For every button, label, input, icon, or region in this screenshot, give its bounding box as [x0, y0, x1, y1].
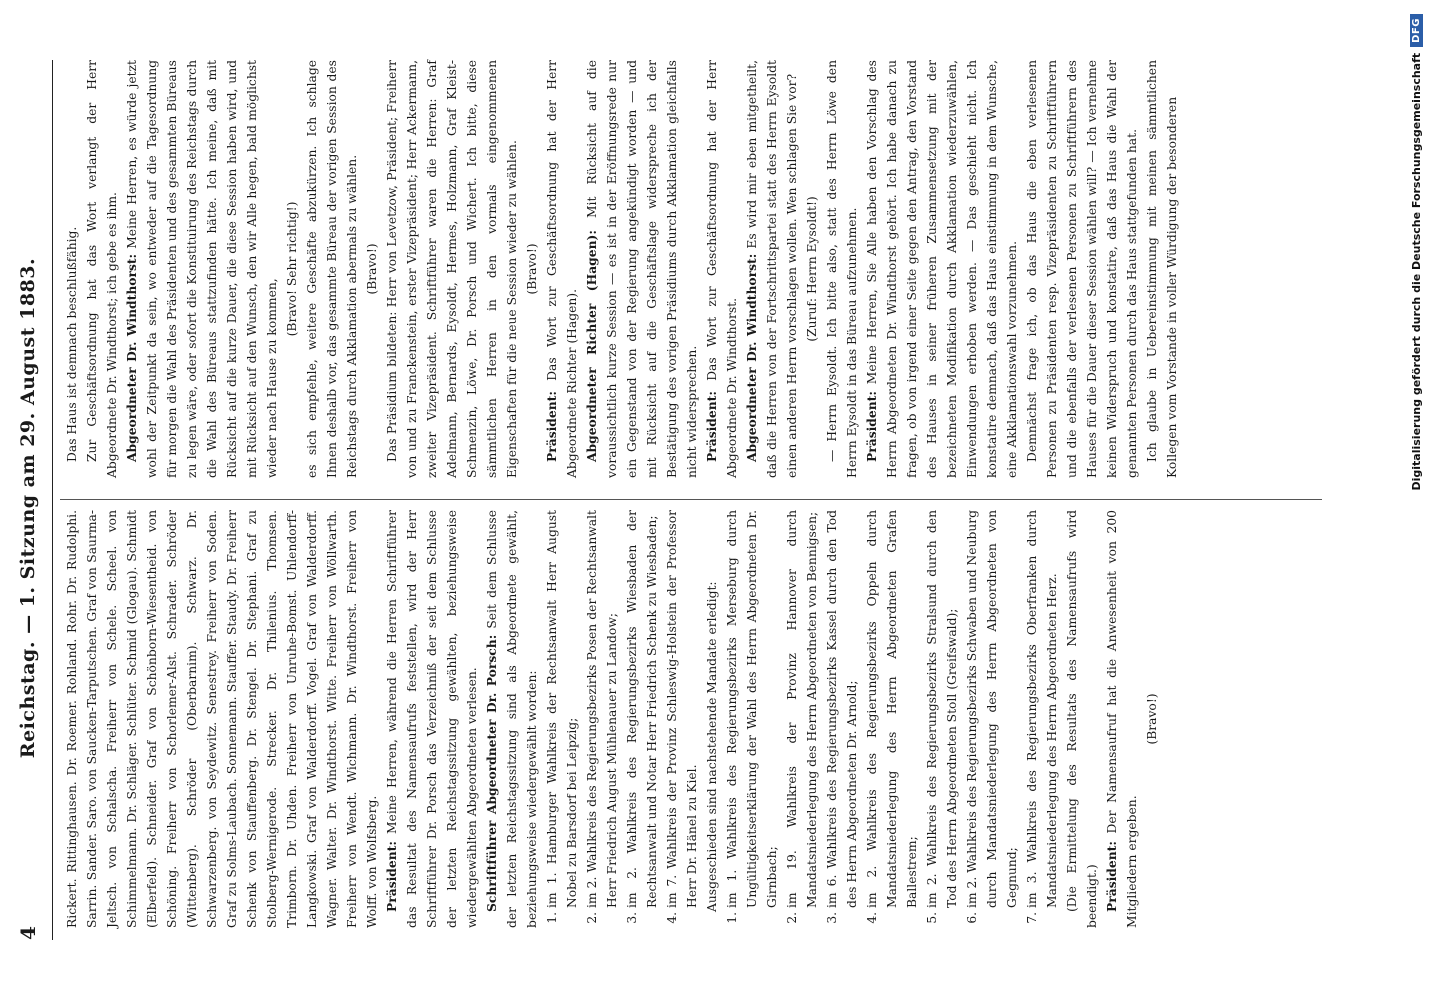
- list-item: 1. im 1. Wahlkreis des Regierungsbezirks Merseburg durch Ungültigkeitserklärung der Wahl des Herrn Abgeordneten Dr. Girnbach;: [722, 510, 782, 908]
- digitization-credit: [1406, 0, 1426, 1000]
- credit-text: Digitalisierung gefördert durch die Deutsche Forschungsgemeinschaft: [1409, 52, 1423, 491]
- interjection: (Zuruf: Herrn Eysoldt!): [805, 196, 819, 342]
- right-column: [62, 60, 1182, 478]
- paragraph: Abgeordneter Richter (Hagen): Mit Rücksicht auf die voraussichtlich kurze Session — es ist in der Eröffnungsrede nur ein Gegenstand von der Regierung angekündigt worden — und mit Rücksicht auf die Geschäftslage widerspreche ich der Bestätigung des vorigen Präsidiums durch Akklamation gleichfalls nicht widersprechen.: [584, 60, 699, 478]
- interjection: (Bravo!): [365, 243, 379, 295]
- column-divider: [60, 499, 1322, 500]
- list-item: 2. im 19. Wahlkreis der Provinz Hannover durch Mandatsniederlegung des Herrn Abgeordneten von Bennigsen;: [782, 510, 822, 908]
- speaker-label: Abgeordneter Richter (Hagen):: [584, 230, 599, 462]
- speaker-label: Schriftführer Abgeordneter Dr. Porsch:: [484, 634, 499, 912]
- list-item: 1. im 1. Hamburger Wahlkreis der Rechtsanwalt Herr August Nobel zu Barsdorf bei Leipzig;: [542, 510, 582, 908]
- header-rule: [52, 60, 53, 940]
- paragraph: Zur Geschäftsordnung hat das Wort verlangt der Herr Abgeordnete Dr. Windthorst; ich gebe es ihm.: [85, 60, 119, 478]
- paragraph: Abgeordneter Dr. Windthorst: Es wird mir eben mitgetheilt, daß die Herren von der Fortschrittspartei statt des Herrn Eysoldt einen anderen Herrn vorschlagen wollen. Wen schlagen Sie vor?: [744, 60, 799, 478]
- interjection: (Bravo! Sehr richtig!): [285, 201, 299, 337]
- erledigt-intro: Ausgeschieden sind nachstehende Mandate erledigt:: [705, 581, 719, 912]
- paragraph: Präsident: Das Wort zur Geschäftsordnung hat der Herr Abgeordnete Richter (Hagen).: [544, 60, 579, 478]
- speaker-label: Abgeordneter Dr. Windthorst:: [124, 253, 139, 462]
- speaker-label: Präsident:: [864, 391, 879, 462]
- speaker-label: Abgeordneter Dr. Windthorst:: [744, 253, 759, 462]
- paragraph: Präsident: Das Wort zur Geschäftsordnung hat der Herr Abgeordnete Dr. Windthorst.: [704, 60, 739, 478]
- ermittelung-note: (Die Ermittelung des Resultats des Namensaufrufs wird beendigt.): [1065, 510, 1099, 928]
- vacated-list: [722, 510, 1062, 928]
- list-item: 6. im 2. Wahlkreis des Regierungsbezirks Schwaben und Neuburg durch Mandatsniederlegung des Herrn Abgeordneten von Gegnund;: [962, 510, 1022, 908]
- speaker-label: Präsident:: [384, 841, 399, 912]
- schriftfuehrer-statement: Schriftführer Abgeordneter Dr. Porsch: Seit dem Schlusse der letzten Reichstagssitzung sind als Abgeordnete gewählt, beziehungsweise wiedergewählt worden:: [484, 510, 539, 928]
- bravo-note: (Bravo!): [1145, 693, 1159, 745]
- paragraph: Das Haus ist demnach beschlußfähig.: [65, 226, 79, 462]
- list-item: 3. im 2. Wahlkreis des Regierungsbezirks Wiesbaden der Rechtsanwalt und Notar Herr Friedrich Schenk zu Wiesbaden;: [622, 510, 662, 908]
- paragraph: Demnächst frage ich, ob das Haus die eben verlesenen Personen zu Präsidenten resp. Vizepräsidenten zu Schriftführern und die ebenfalls der verlesenen Personen zu Schriftführern des Hauses für die Dauer dieser Session wählen will? — Ich vernehme keinen Widerspruch und konstatire, daß das Haus die Wahl der genannten Personen durch das Haus stattgefunden hat.: [1025, 60, 1139, 478]
- list-item: 2. im 2. Wahlkreis des Regierungsbezirks Posen der Rechtsanwalt Herr Friedrich August Mühlenauer zu Landow;: [582, 510, 622, 908]
- speaker-label: Präsident:: [704, 391, 719, 462]
- paragraph: es sich empfehle, weitere Geschäfte abzukürzen. Ich schlage Ihnen deshalb vor, das gesammte Büreau der vorigen Session des Reichstags durch Akklamation abermals zu wählen.: [305, 60, 359, 478]
- paragraph: Präsident: Meine Herren, Sie Alle haben den Vorschlag des Herrn Abgeordneten Dr. Windthorst gehört. Ich habe danach zu fragen, ob von irgend einer Seite gegen den Antrag, den Vorstand des Hauses in seiner früheren Zusammensetzung mit der bezeichneten Modifikation durch Akklamation wiederzuwählen, Einwendungen erhoben werden. — Das geschieht nicht. Ich konstatire demnach, daß das Haus einstimmung in dem Wunsche, eine Akklamationswahl vorzunehmen.: [864, 60, 1019, 478]
- list-item: 7. im 3. Wahlkreis des Regierungsbezirks Oberfranken durch Mandatsniederlegung des Herrn Abgeordneten Herz.: [1022, 510, 1062, 908]
- president-statement-2: Präsident: Der Namensaufruf hat die Anwesenheit von 200 Mitgliedern ergeben.: [1104, 510, 1139, 928]
- paragraph: Abgeordneter Dr. Windthorst: Meine Herren, es würde jetzt wohl der Zeitpunkt da sein, wo entweder auf die Tagesordnung für morgen die Wahl des Präsidenten und des gesammten Büreaus zu legen wäre, oder sofort die Konstituirung des Reichstags durch die Wahl des Büreaus stattzufinden hätte. Ich meine, daß mit Rücksicht auf die kurze Dauer, die diese Session haben wird, und mit Rücksicht auf den Wunsch, den wir Alle hegen, bald möglichst wieder nach Hause zu kommen,: [124, 60, 279, 478]
- page-header: [8, 70, 48, 940]
- paragraph: — Herrn Eysoldt. Ich bitte also, statt des Herrn Löwe den Herrn Eysoldt in das Büreau aufzunehmen.: [825, 60, 859, 478]
- page-title: Reichstag. — 1. Sitzung am 29. August 1883.: [17, 257, 39, 759]
- interjection: (Bravo!): [525, 243, 539, 295]
- paragraph: Ich glaube in Uebereinstimmung mit meinen sämmtlichen Kollegen vom Vorstande in voller Würdigung der besonderen: [1145, 60, 1179, 478]
- speaker-label: Präsident:: [1104, 841, 1119, 912]
- dfg-logo: DFG: [1410, 14, 1423, 47]
- speaker-label: Präsident:: [544, 391, 559, 462]
- list-item: 4. im 7. Wahlkreis der Provinz Schleswig-Holstein der Professor Herr Dr. Hänel zu Kiel.: [662, 510, 702, 908]
- president-statement-1: Präsident: Meine Herren, während die Herren Schriftführer das Resultat des Namensaufrufs feststellen, wird der Herr Schriftführer Dr. Porsch das Verzeichniß der seit dem Schlusse der letzten Reichstagssitzung gewählten, beziehungsweise wiedergewählten Abgeordneten verlesen.: [384, 510, 479, 928]
- left-column: [62, 510, 1162, 928]
- names-list: Rickert. Rittinghausen. Dr. Roemer. Rohland. Rohr. Dr. Rudolphi. Sarrin. Sander. Saro. von Saucken-Tarputschen. Graf von Saurma-Jeltsch. von Schalscha. Freiherr von Schele. Scheel. von Schimmelmann. Dr. Schläger. Schlüter. Schmid (Glogau). Schmidt (Elberfeld). Schneider. Graf von Schönborn-Wiesentheid. von Schöning. Freiherr von Schorlemer-Alst. Schrader. Schröder (Wittenberg). Schröder (Oberbarnim). Schwarz. Dr. Schwarzenberg. von Seydewitz. Senestrey. Freiherr von Soden. Graf zu Solms-Laubach. Sonnemann. Stauffer. Staudy. Dr. Freiherr Schenk von Stauffenberg. Dr. Stengel. Dr. Stephani. Graf zu Stolberg-Wernigerode. Strecker. Dr. Thilenius. Thomsen. Trimborn. Dr. Uhden. Freiherr von Unruhe-Bomst. Uhlendorff-Langkowski. Graf von Walderdorff. Vogel. Graf von Walderdorff. Wagner. Walter. Dr. Windthorst. Witte. Freiherr von Wöllwarth. Freiherr von Wendt. Wichmann. Dr. Windthorst. Freiherr von Wolff. von Wolfsberg.: [65, 510, 379, 928]
- paragraph: Das Präsidium bildeten: Herr von Levetzow, Präsident; Freiherr von und zu Franckenstein, erster Vizepräsident; Herr Ackermann, zweiter Vizepräsident. Schriftführer waren die Herren: Graf Adelmann, Bernards, Eysoldt, Hermes, Holzmann, Graf Kleist-Schmenzin, Löwe, Dr. Porsch und Wichert. Ich bitte, diese sämmtlichen Herren in den vormals eingenommenen Eigenschaften für die neue Session wieder zu wählen.: [385, 60, 519, 478]
- list-item: 3. im 6. Wahlkreis des Regierungsbezirks Kassel durch den Tod des Herrn Abgeordneten Dr. Arnold;: [822, 510, 862, 908]
- list-item: 5. im 2. Wahlkreis des Regierungsbezirks Stralsund durch den Tod des Herrn Abgeordneten Stoll (Greifswald);: [922, 510, 962, 908]
- elected-list: [542, 510, 702, 928]
- page-number: 4: [16, 926, 40, 940]
- list-item: 4. im 2. Wahlkreis des Regierungsbezirks Oppeln durch Mandatsniederlegung des Herrn Abgeordneten Grafen Ballestrem;: [862, 510, 922, 908]
